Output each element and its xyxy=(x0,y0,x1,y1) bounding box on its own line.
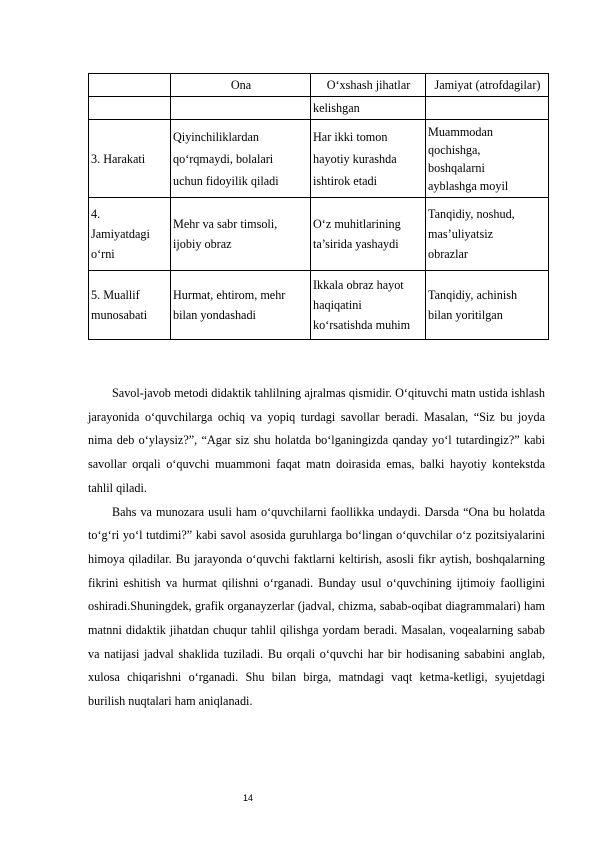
cell-text: 4. Jamiyatdagi o‘rni xyxy=(91,207,150,261)
body-text xyxy=(88,382,545,714)
table-row xyxy=(89,198,549,271)
cell-text: Mehr va sabr timsoli, ijobiy obraz xyxy=(173,217,278,251)
table-cell xyxy=(171,271,311,340)
cell-text: Muammodan qochishga, boshqalarni ayblashga moyil xyxy=(428,124,509,193)
table-cell xyxy=(426,120,549,198)
table-row xyxy=(89,97,549,120)
header-cell-society: Jamiyat (atrofdagilar) xyxy=(426,74,549,97)
comparison-table xyxy=(88,73,549,340)
table-cell xyxy=(426,198,549,271)
paragraph-question-answer: Savol-javob metodi didaktik tahlilning ajralmas qismidir. O‘qituvchi matn ustida ishlash jarayonida o‘quvchilarga ochiq va yopiq turdagi savollar beradi. Masalan, “Siz bu joyda nima deb o‘ylaysiz?”, “Agar siz shu holatda bo‘lganingizda qanday yo‘l tutardingiz?” kabi savollar orqali o‘quvchi muammoni faqat matn doirasida emas, balki hayotiy kontekstda tahlil qiladi. xyxy=(88,386,545,495)
page-number: 14 xyxy=(243,793,254,803)
table-cell xyxy=(89,271,171,340)
cell-text: 3. Harakati xyxy=(91,151,146,166)
header-cell-empty xyxy=(89,74,171,97)
cell-text: Ikkala obraz hayot haqiqatini ko‘rsatishda muhim xyxy=(313,278,411,332)
table-cell xyxy=(311,120,426,198)
table-cell xyxy=(171,120,311,198)
table-cell xyxy=(171,198,311,271)
cell-text: Tanqidiy, noshud, mas’uliyatsiz obrazlar xyxy=(428,207,515,261)
table-row xyxy=(89,271,549,340)
cell-text: Har ikki tomon hayotiy kurashda ishtirok etadi xyxy=(313,129,397,188)
header-cell-similar: O‘xshash jihatlar xyxy=(311,74,426,97)
table-cell xyxy=(89,198,171,271)
cell-text: Hurmat, ehtirom, mehr bilan yondashadi xyxy=(173,288,286,322)
table-cell xyxy=(426,97,549,120)
table-cell xyxy=(311,198,426,271)
table-row xyxy=(89,120,549,198)
table-cell xyxy=(89,120,171,198)
cell-text: O‘z muhitlarining ta’sirida yashaydi xyxy=(313,217,401,251)
table-cell xyxy=(426,271,549,340)
paragraph-debate-method: Bahs va munozara usuli ham o‘quvchilarni faollikka undaydi. Darsda “Ona bu holatda to‘g‘ri yo‘l tutdimi?” kabi savol asosida guruhlarga bo‘lingan o‘quvchilar o‘z pozitsiyalarini himoya qiladilar. Bu jarayonda o‘quvchi faktlarni keltirish, asosli fikr aytish, boshqalarning fikrini eshitish va hurmat qilishni o‘rganadi. Bunday usul o‘quvchining ijtimoiy faolligini oshiradi.Shuningdek, grafik organayzerlar (jadval, chizma, sabab-oqibat diagrammalari) ham matnni didaktik jihatdan chuqur tahlil qilishga yordam beradi. Masalan, voqealarning sabab va natijasi jadval shaklida tuziladi. Bu orqali o‘quvchi har bir hodisaning sababini anglab, xulosa chiqarishni o‘rganadi. Shu bilan birga, matndagi vaqt ketma-ketligi, syujetdagi burilish nuqtalari ham aniqlanadi. xyxy=(88,504,545,709)
cell-text: Qiyinchiliklardan qo‘rqmaydi, bolalari uchun fidoyilik qiladi xyxy=(173,129,279,188)
table-cell xyxy=(311,271,426,340)
table-cell xyxy=(89,97,171,120)
cell-text: Tanqidiy, achinish bilan yoritilgan xyxy=(428,288,518,322)
header-cell-ona: Ona xyxy=(171,74,311,97)
table-header-row xyxy=(89,74,549,97)
table-cell-kelishgan: kelishgan xyxy=(311,97,426,120)
table-cell xyxy=(171,97,311,120)
cell-text: 5. Muallif munosabati xyxy=(91,288,148,322)
